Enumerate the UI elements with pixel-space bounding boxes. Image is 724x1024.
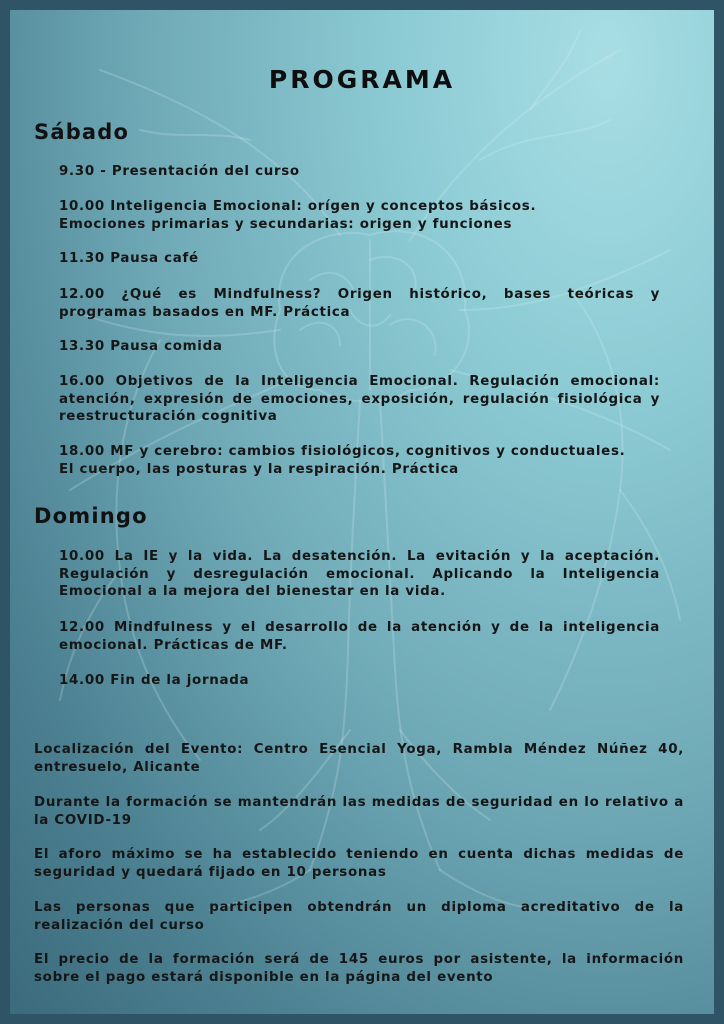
info-location: Localización del Evento: Centro Esencial Yoga, Rambla Méndez Núñez 40, entresuelo, Alicante [34, 742, 684, 775]
schedule-item-sat-2: 10.00 Inteligencia Emocional: orígen y conceptos básicos. Emociones primarias y secundarias: origen y funciones [59, 199, 537, 232]
info-capacity: El aforo máximo se ha establecido teniendo en cuenta dichas medidas de seguridad y quedará fijado en 10 personas [34, 847, 684, 880]
schedule-item-sat-4: 12.00 ¿Qué es Mindfulness? Origen histórico, bases teóricas y programas basados en MF. Práctica [59, 287, 660, 320]
flyer-page [10, 10, 714, 1014]
schedule-item-sat-1: 9.30 - Presentación del curso [59, 164, 300, 179]
info-price: El precio de la formación será de 145 euros por asistente, la información sobre el pago estará disponible en la página del evento [34, 952, 684, 985]
schedule-item-sun-3: 14.00 Fin de la jornada [59, 673, 250, 688]
schedule-item-sat-5: 13.30 Pausa comida [59, 339, 223, 354]
page-title: PROGRAMA [268, 65, 456, 94]
schedule-item-sat-6: 16.00 Objetivos de la Inteligencia Emocional. Regulación emocional: atención, expresión de emociones, exposición, regulación fisiológica y reestructuración cognitiva [59, 374, 660, 424]
info-diploma: Las personas que participen obtendrán un diploma acreditativo de la realización del curso [34, 900, 684, 933]
schedule-item-sat-7: 18.00 MF y cerebro: cambios fisiológicos, cognitivos y conductuales. El cuerpo, las posturas y la respiración. Práctica [59, 444, 626, 477]
heading-sunday: Domingo [34, 504, 148, 528]
heading-saturday: Sábado [34, 120, 130, 144]
schedule-item-sat-3: 11.30 Pausa café [59, 251, 199, 266]
info-covid: Durante la formación se mantendrán las medidas de seguridad en lo relativo a la COVID-19 [34, 795, 684, 828]
schedule-item-sun-1: 10.00 La IE y la vida. La desatención. La evitación y la aceptación. Regulación y desregulación emocional. Aplicando la Inteligencia Emocional a la mejora del bienestar en la vida. [59, 549, 660, 599]
schedule-item-sun-2: 12.00 Mindfulness y el desarrollo de la atención y de la inteligencia emocional. Prácticas de MF. [59, 620, 660, 653]
